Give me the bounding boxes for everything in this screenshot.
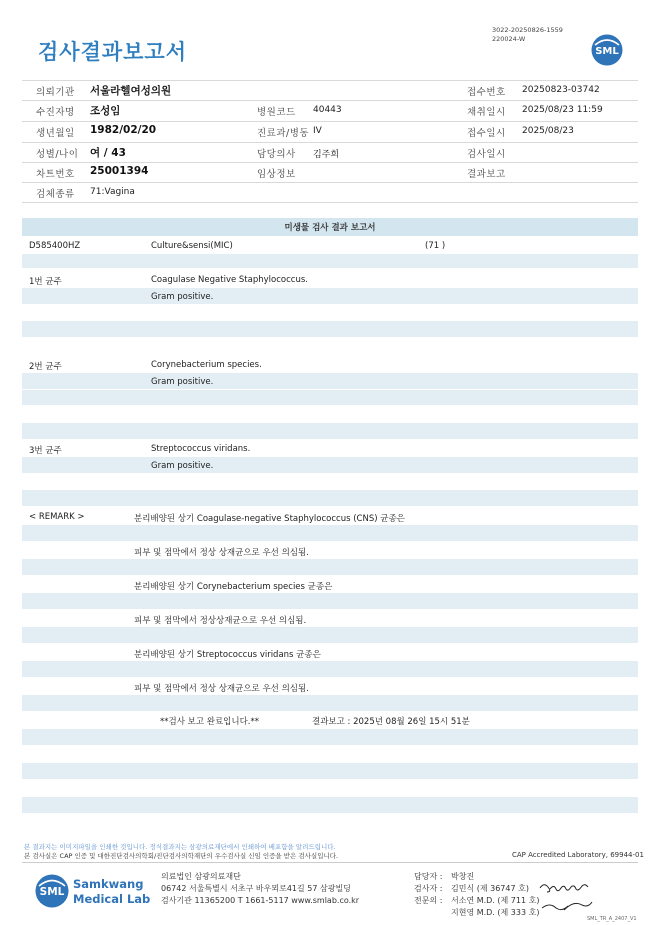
organism-3-name: Streptococcus viridans. <box>151 444 251 454</box>
foundation-name: 의료법인 삼광의료재단 <box>161 872 241 881</box>
sml-logo <box>590 33 624 67</box>
divider <box>22 142 638 143</box>
referring-institution-value: 서울라헬여성의원 <box>90 85 172 97</box>
organism-2-label: 2번 균주 <box>29 362 62 372</box>
stripe <box>22 627 638 643</box>
hospital-code-value: 40443 <box>313 105 342 115</box>
organism-2-name: Corynebacterium species. <box>151 360 262 370</box>
stripe <box>22 763 638 779</box>
specimen-type-value: 71:Vagina <box>90 187 135 197</box>
document-id-line-1: 3022-20250826-1559 <box>492 26 563 34</box>
sex-age-label: 성별/나이 <box>36 149 79 160</box>
lab-contact: 검사기관 11365200 T 1661-5117 www.smlab.co.kr <box>161 896 360 905</box>
lab-name-line-2: Medical Lab <box>73 892 151 906</box>
stripe <box>22 390 638 405</box>
chart-number-value: 25001394 <box>90 165 149 177</box>
sex-age-value: 여 / 43 <box>90 147 126 159</box>
stripe <box>22 525 638 541</box>
report-datetime: 결과보고 : 2025년 08월 26일 15시 51분 <box>312 717 470 727</box>
specimen-type-label: 검체종류 <box>36 189 75 200</box>
staff-role: 검사자 : <box>414 884 443 893</box>
report-title: 검사결과보고서 <box>38 40 188 64</box>
hospital-code-label: 병원코드 <box>257 107 296 118</box>
referring-institution-label: 의뢰기관 <box>36 87 75 98</box>
attending-doctor-value: 김주희 <box>313 150 340 160</box>
test-datetime-label: 검사일시 <box>467 149 506 160</box>
image-notice: 본 결과지는 이미지파일을 인쇄한 것입니다. 정식결과지는 삼광의료재단에서 인쇄하여 배포함을 알려드립니다. <box>24 843 336 851</box>
patient-name-value: 조성임 <box>90 105 121 117</box>
divider <box>22 202 638 203</box>
remark-line: 분리배양된 상기 Corynebacterium species 균종은 <box>134 582 333 592</box>
staff-name: 김민식 (제 36747 호) <box>451 884 529 893</box>
collection-datetime-value: 2025/08/23 11:59 <box>522 105 603 115</box>
stripe <box>22 729 638 745</box>
document-id-line-2: 220024-W <box>492 34 526 43</box>
stripe <box>22 593 638 609</box>
department-value: IV <box>313 126 322 136</box>
department-label: 진료과/병동 <box>257 128 310 139</box>
divider <box>22 162 638 163</box>
form-code: SML_TR_A_2407_V1 <box>587 916 637 922</box>
divider <box>22 182 638 183</box>
stripe <box>22 254 638 268</box>
receipt-date-value: 2025/08/23 <box>522 126 574 136</box>
organism-3-label: 3번 균주 <box>29 446 62 456</box>
staff-name: 지현영 M.D. (제 333 호) <box>451 908 540 917</box>
document-id <box>492 26 563 43</box>
sml-footer-logo-text: SML <box>39 886 65 898</box>
test-name: Culture&sensi(MIC) <box>151 241 233 251</box>
section-title: 미생물 검사 결과 보고서 <box>284 223 376 233</box>
collection-datetime-label: 채취일시 <box>467 107 506 118</box>
receipt-number-value: 20250823-03742 <box>522 85 600 95</box>
divider <box>22 100 638 101</box>
staff-role: 담당자 : <box>414 872 443 881</box>
result-report-label: 결과보고 <box>467 169 506 180</box>
stripe <box>22 490 638 506</box>
receipt-date-label: 접수일시 <box>467 128 506 139</box>
organism-1-name: Coagulase Negative Staphylococcus. <box>151 275 308 285</box>
sml-footer-logo <box>34 873 70 909</box>
chart-number-label: 차트번호 <box>36 169 75 180</box>
report-complete-text: **검사 보고 완료입니다.** <box>160 717 260 727</box>
stripe <box>22 288 638 304</box>
stripe <box>22 797 638 813</box>
staff-name: 서소연 M.D. (제 711 호) <box>451 896 540 905</box>
receipt-number-label: 접수번호 <box>467 87 506 98</box>
staff-name: 박창진 <box>451 872 475 881</box>
divider <box>22 121 638 122</box>
stripe <box>22 373 638 389</box>
cap-accreditation: CAP Accredited Laboratory, 69944-01 <box>512 851 644 859</box>
patient-name-label: 수진자명 <box>36 107 75 118</box>
divider <box>22 862 638 863</box>
sml-logo-text: SML <box>595 46 619 57</box>
staff-role: 전문의 : <box>414 896 443 905</box>
organism-3-gram: Gram positive. <box>151 461 214 471</box>
stripe <box>22 321 638 337</box>
clinical-info-label: 임상정보 <box>257 169 296 180</box>
remark-line: 피부 및 점막에서 정상 상재균으로 우선 의심됨. <box>134 548 309 558</box>
stripe <box>22 661 638 677</box>
stripe <box>22 423 638 439</box>
accreditation-notice: 본 검사실은 CAP 인증 및 대한진단검사의학회/진단검사의학재단의 우수검사실 신임 인증을 받은 검사실입니다. <box>24 852 339 860</box>
remark-line: 분리배양된 상기 Streptococcus viridans 균종은 <box>134 650 321 660</box>
lab-address: 06742 서울특별시 서초구 바우뫼로41길 57 삼광빌딩 <box>161 884 351 893</box>
test-code: D585400HZ <box>29 241 81 251</box>
stripe <box>22 559 638 575</box>
signature-image <box>538 878 594 918</box>
attending-doctor-label: 담당의사 <box>257 149 296 160</box>
birth-date-value: 1982/02/20 <box>90 124 157 136</box>
organism-1-label: 1번 균주 <box>29 277 62 287</box>
organism-1-gram: Gram positive. <box>151 292 214 302</box>
organism-2-gram: Gram positive. <box>151 377 214 387</box>
remark-line: 분리배양된 상기 Coagulase-negative Staphylococcus (CNS) 균종은 <box>134 514 405 524</box>
birth-date-label: 생년월일 <box>36 128 75 139</box>
stripe <box>22 695 638 711</box>
lab-name-line-1: Samkwang <box>73 877 144 891</box>
remark-line: 피부 및 점막에서 정상상재균으로 우선 의심됨. <box>134 616 307 626</box>
remark-label: < REMARK > <box>29 512 85 522</box>
divider <box>22 80 638 81</box>
remark-line: 피부 및 점막에서 정상 상재균으로 우선 의심됨. <box>134 684 309 694</box>
stripe <box>22 457 638 473</box>
test-number: (71 ) <box>425 241 446 251</box>
